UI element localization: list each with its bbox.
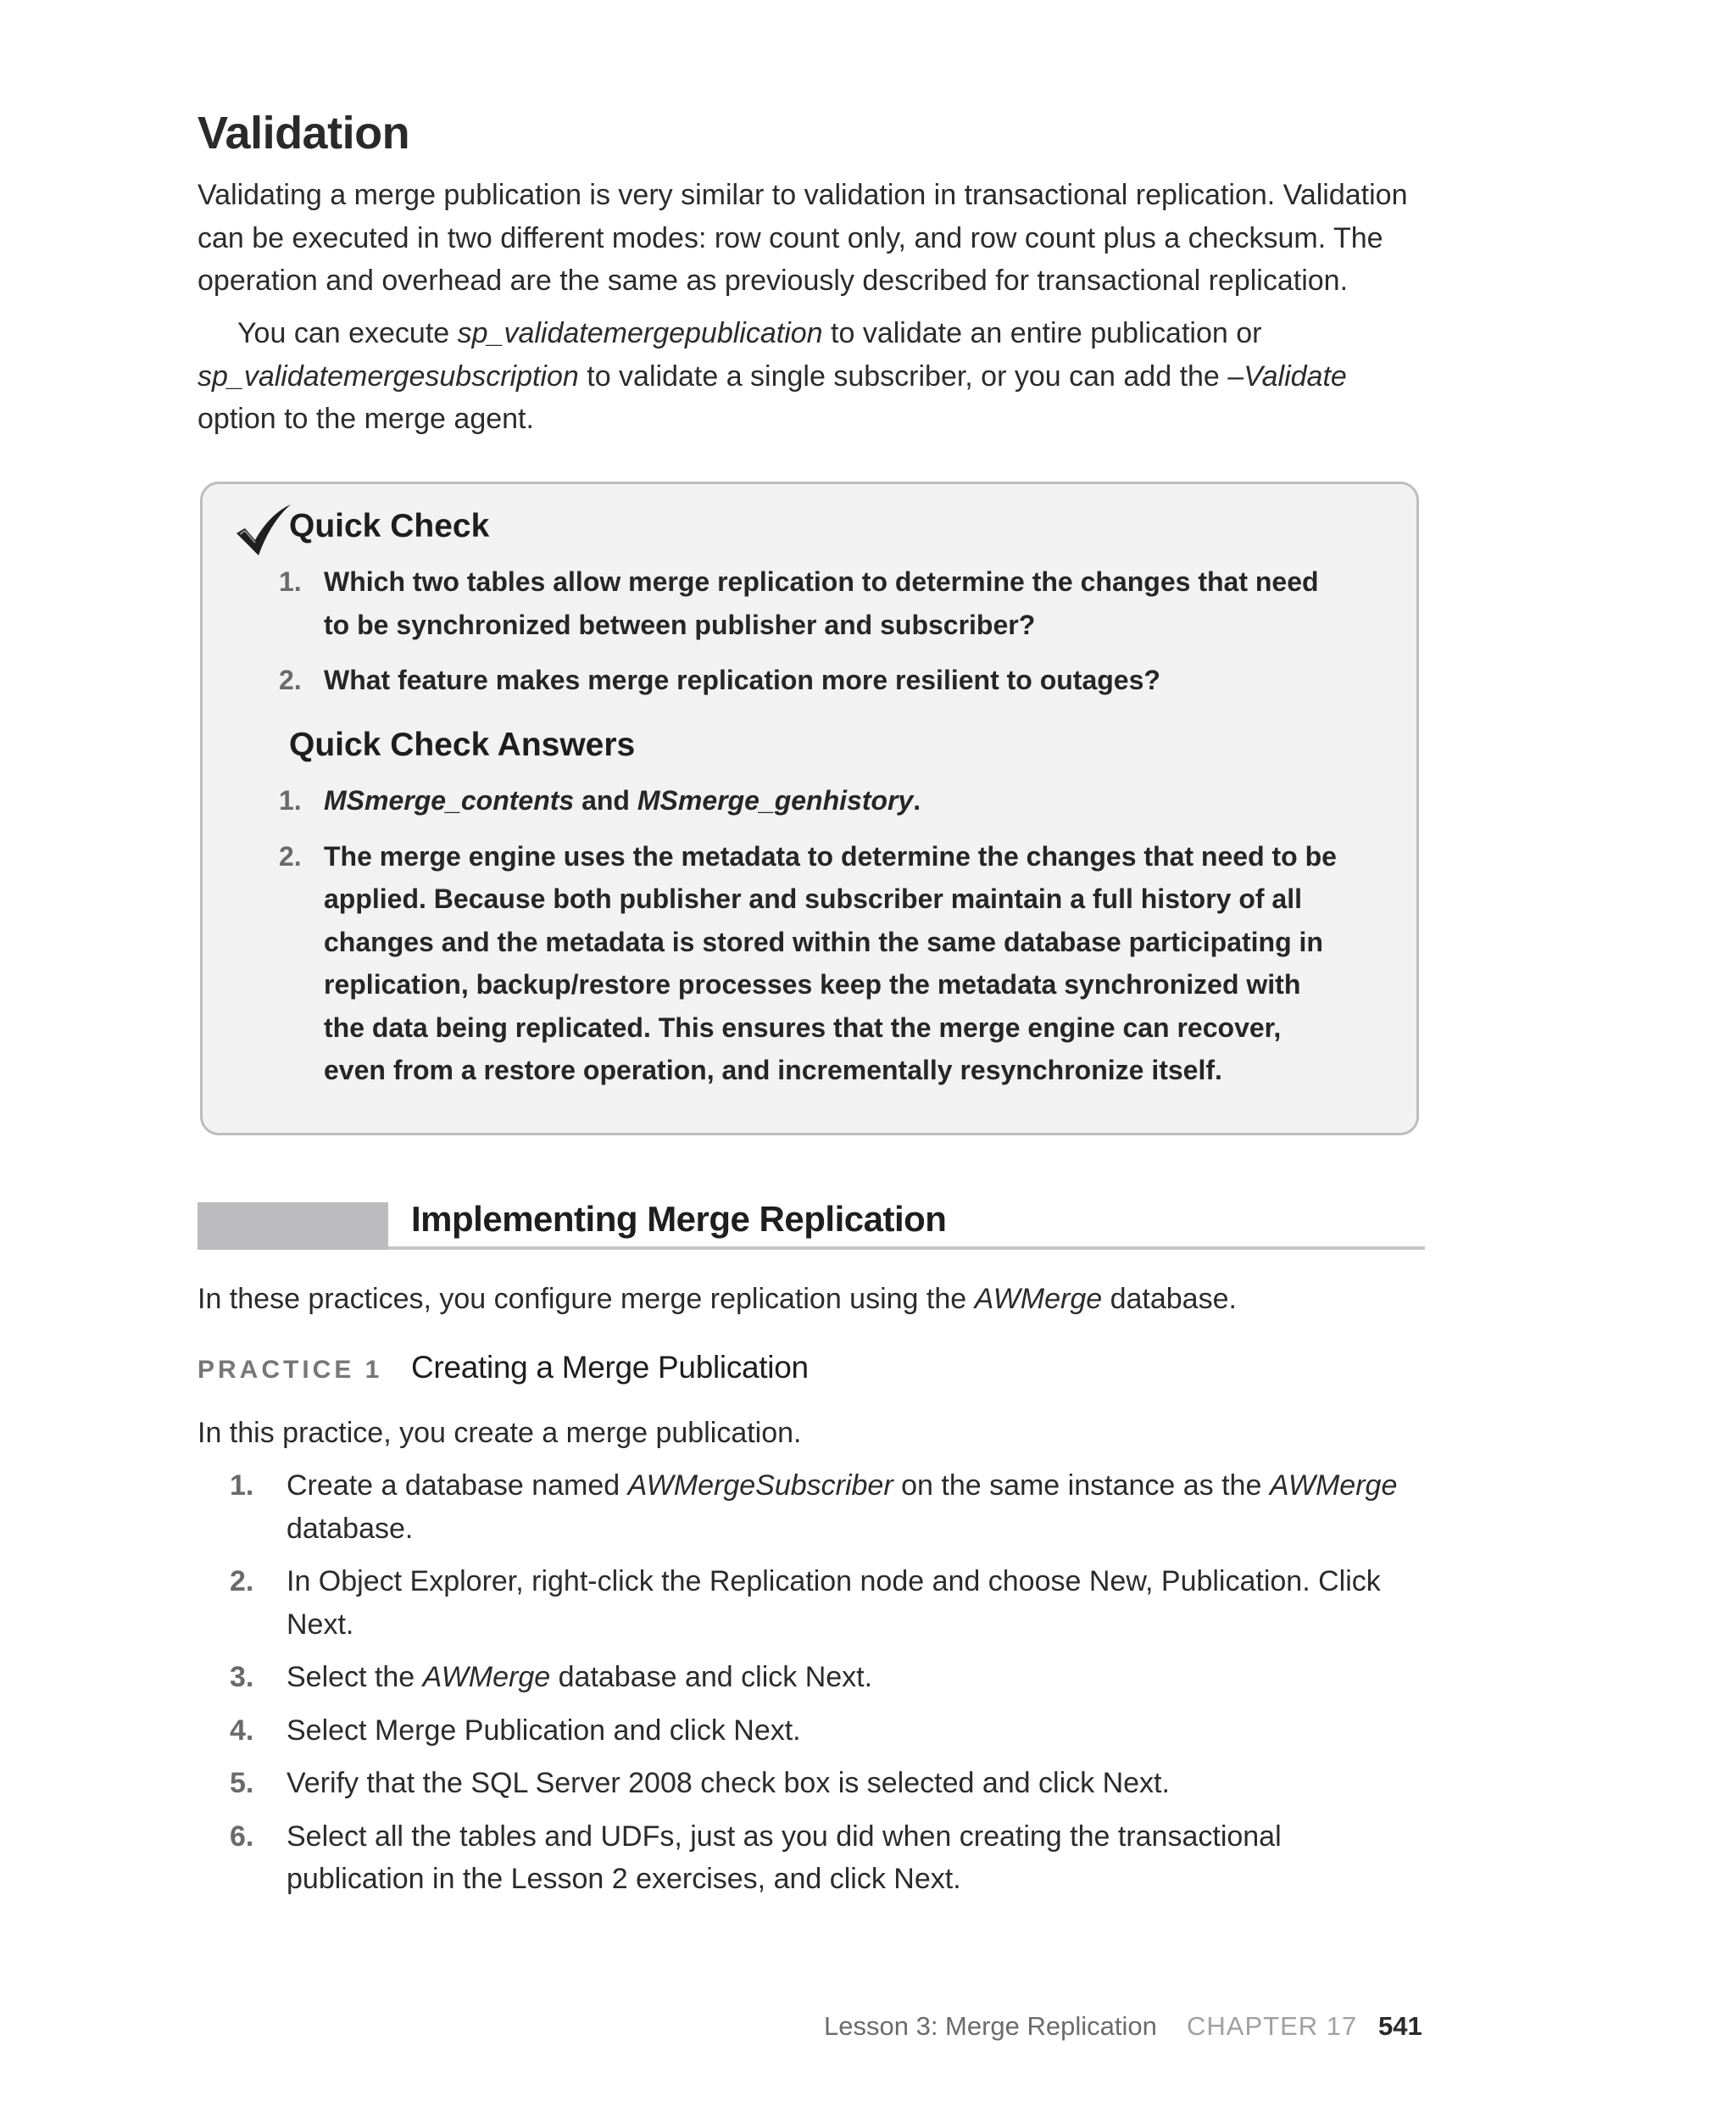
list-item: 1. Which two tables allow merge replication to determine the changes that need to be synchronized between publisher and subscriber?	[279, 566, 1319, 640]
footer-lesson: Lesson 3: Merge Replication	[824, 2011, 1157, 2041]
quick-check-questions	[279, 560, 1347, 715]
page-footer	[0, 2011, 1736, 2054]
checkmark-icon	[233, 503, 292, 559]
proc-validatemergepublication: sp_validatemergepublication	[457, 317, 823, 349]
quick-check-answers	[279, 779, 1347, 1105]
quick-check-box	[200, 482, 1419, 1135]
list-item: 1. MSmerge_contents and MSmerge_genhistory.	[279, 785, 921, 816]
list-item: 2. The merge engine uses the metadata to determine the changes that need to be applied. Because both publisher and subscriber maintain a full history of all changes and the metadata is stored within the same database participating in replication, backup/restore processes keep the metadata synchronized with the data being replicated. This ensures that the merge engine can recover, even from a restore operation, and incrementally resynchronize itself.	[279, 840, 1337, 1085]
practice-steps	[230, 1464, 1427, 1911]
list-item: 2. What feature makes merge replication more resilient to outages?	[279, 665, 1160, 695]
list-item: 2. In Object Explorer, right-click the Replication node and choose New, Publication. Click Next.	[230, 1565, 1381, 1641]
practice-intro: In this practice, you create a merge publication.	[198, 1417, 802, 1449]
validation-paragraph-2: You can execute sp_validatemergepublication to validate an entire publication or sp_validatemergesubscription to validate a single subscriber, or you can add the –Validate option to the merge agent.	[198, 317, 1347, 435]
footer-chapter: CHAPTER 17	[1187, 2011, 1358, 2041]
section-heading-bar	[198, 1202, 388, 1250]
implementing-intro: In these practices, you configure merge replication using the AWMerge database.	[198, 1283, 1237, 1315]
validate-option: –Validate	[1227, 360, 1347, 393]
practice-label: PRACTICE 1	[198, 1356, 383, 1384]
list-item: 4. Select Merge Publication and click Next.	[230, 1714, 801, 1747]
section-title: Validation	[198, 108, 410, 159]
practice-title: Creating a Merge Publication	[411, 1350, 809, 1385]
list-item: 3. Select the AWMerge database and click Next.	[230, 1661, 873, 1693]
section-heading-rule	[388, 1246, 1425, 1250]
page-number: 541	[1378, 2011, 1422, 2041]
validation-paragraph-1: Validating a merge publication is very similar to validation in transactional replication. Validation can be executed in two different modes: row count only, and row count plus a checksum. The operation and overhead are the same as previously described for transactional replication.	[198, 179, 1408, 297]
list-item: 5. Verify that the SQL Server 2008 check box is selected and click Next.	[230, 1767, 1170, 1799]
implementing-heading: Implementing Merge Replication	[411, 1199, 947, 1239]
list-item: 1. Create a database named AWMergeSubscriber on the same instance as the AWMerge database.	[230, 1469, 1398, 1545]
proc-validatemergesubscription: sp_validatemergesubscription	[198, 360, 579, 393]
list-item: 6. Select all the tables and UDFs, just as you did when creating the transactional publication in the Lesson 2 exercises, and click Next.	[230, 1820, 1282, 1895]
quick-check-title: Quick Check	[289, 508, 490, 544]
quick-check-answers-title: Quick Check Answers	[289, 727, 636, 763]
